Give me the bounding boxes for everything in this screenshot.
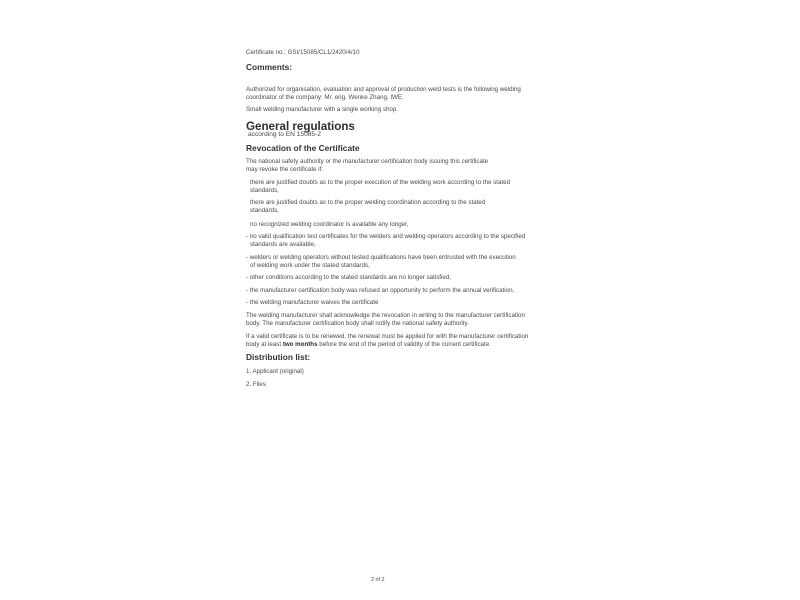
comments-para1-line1: Authorized for organisation, evaluation and approval of production weld tests is the following welding bbox=[246, 86, 521, 93]
revocation-item1-line1: there are justified doubts as to the proper execution of the welding work according to the stated bbox=[250, 179, 511, 186]
revocation-item7: - the manufacturer certification body was refused an opportunity to perform the annual verification, bbox=[246, 287, 515, 294]
revocation-intro-line2: may revoke the certificate if: bbox=[246, 166, 324, 173]
revocation-item6: - other conditions according to the stated standards are no longer satisfied, bbox=[246, 274, 451, 281]
comments-para1-line2: coordinator of the company: Mr. eng. Wenke Zhang, IWE. bbox=[246, 94, 404, 101]
distribution-item1: 1. Applicant (original) bbox=[246, 368, 304, 375]
revocation-item4-line1: - no valid qualification test certificates for the welders and welding operators according to the specified bbox=[246, 233, 526, 240]
revocation-item4-line2: standards are available, bbox=[250, 241, 316, 248]
comments-heading: Comments: bbox=[246, 62, 293, 72]
distribution-item2: 2. Files bbox=[246, 381, 266, 388]
renewal-line1: If a valid certificate is to be renewed, the renewal must be applied for with the manufacturer certification bbox=[246, 333, 529, 340]
revocation-item2-line1: there are justified doubts as to the proper welding coordination according to the stated bbox=[250, 199, 486, 206]
acknowledge-line2: body. The manufacturer certification body shall notify the national safety authority. bbox=[246, 320, 469, 327]
revocation-item5-line2: of welding work under the stated standards, bbox=[250, 262, 370, 269]
general-regulations-subtitle: according to EN 15085-2 bbox=[248, 131, 321, 138]
general-regulations-title: General regulations bbox=[246, 120, 355, 133]
revocation-heading: Revocation of the Certificate bbox=[246, 143, 360, 153]
revocation-item8: - the welding manufacturer waives the certificate bbox=[246, 299, 379, 306]
revocation-item1-line2: standards, bbox=[250, 187, 279, 194]
acknowledge-line1: The welding manufacturer shall acknowledge the revocation in writing to the manufacturer certification bbox=[246, 312, 525, 319]
page-number: 2 of 2 bbox=[371, 577, 385, 583]
renewal-line2 bbox=[246, 341, 491, 348]
distribution-heading: Distribution list: bbox=[246, 352, 311, 362]
certificate-number: Certificate no.: GSI/15085/CL1/2420/4/10 bbox=[246, 49, 360, 56]
revocation-item5-line1: - welders or welding operators without tested qualifications have been entrusted with the execution bbox=[246, 254, 516, 261]
renewal-two-months: two months bbox=[282, 341, 318, 348]
renewal-line2-post: before the end of the period of validity of the current certificate. bbox=[317, 341, 491, 348]
revocation-item2-line2: standards, bbox=[250, 207, 279, 214]
comments-para2: Small welding manufacturer with a single working shop. bbox=[246, 106, 399, 113]
revocation-item3: no recognized welding coordinator is available any longer, bbox=[250, 221, 409, 228]
renewal-line2-pre: body at least bbox=[246, 341, 283, 348]
revocation-intro-line1: The national safety authority or the manufacturer certification body issuing this certificate bbox=[246, 158, 489, 165]
